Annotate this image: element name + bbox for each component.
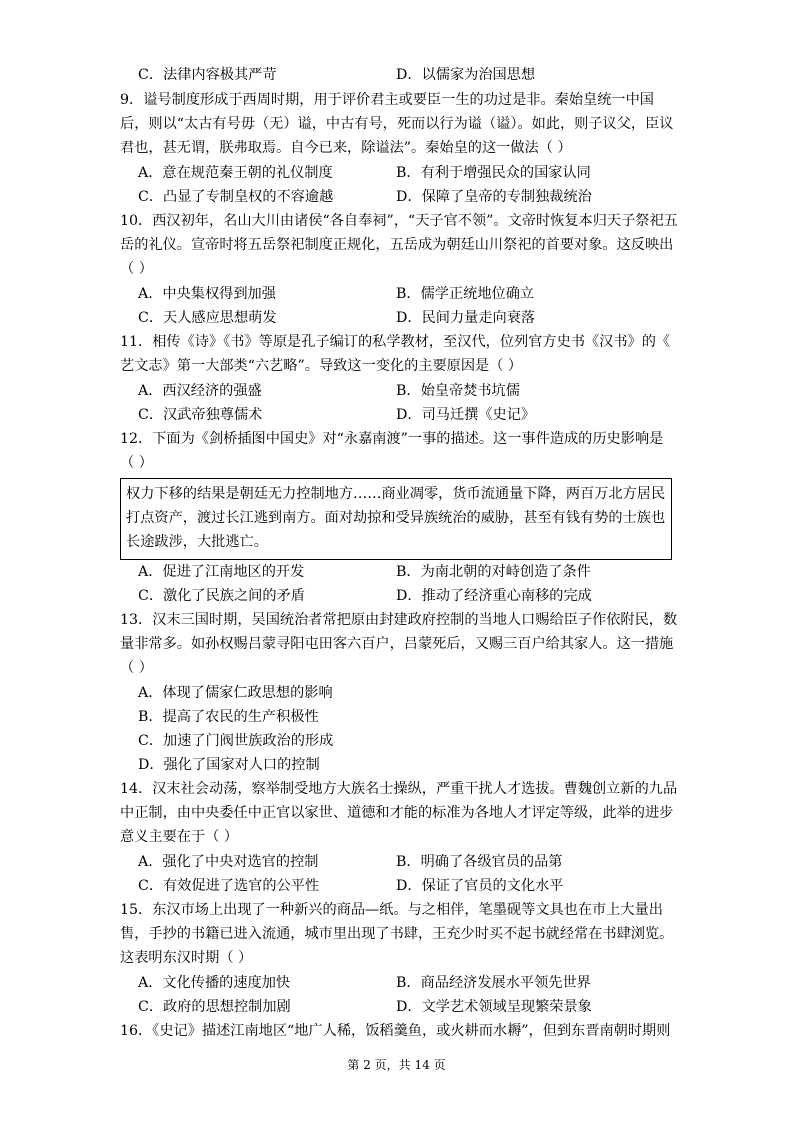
q12-option-a: A．促进了江南地区的开发 — [138, 564, 305, 580]
q10-option-c: C．天人感应思想萌发 — [138, 310, 277, 326]
q8-option-d: D．以儒家为治国思想 — [396, 67, 536, 83]
q13-stem-line-2: 量非常多。如孙权赐吕蒙寻阳屯田客六百户，吕蒙死后，又赐三百户给其家人。这一措施 — [120, 636, 674, 652]
q9-option-b: B．有利于增强民众的国家认同 — [396, 165, 591, 181]
q15-option-b: B．商品经济发展水平领先世界 — [396, 975, 591, 991]
q10-stem-line-1: 10．西汉初年，名山大川由诸侯“各自奉祠”，“天子官不领”。文帝时恢复本归天子祭祀五 — [120, 213, 678, 229]
q14-stem-line-2: 中正制，由中央委任中正官以家世、道德和才能的标准为各地人才评定等级，此举的进步 — [120, 805, 674, 821]
q13-stem-line-1: 13．汉末三国时期，吴国统治者常把原由封建政府控制的当地人口赐给臣子作依附民，数 — [120, 612, 678, 628]
q12-option-c: C．激化了民族之间的矛盾 — [138, 588, 305, 604]
q15-option-c: C．政府的思想控制加剧 — [138, 999, 291, 1015]
q13-option-c: C．加速了门阀世族政治的形成 — [138, 733, 334, 749]
q11-option-b: B．始皇帝焚书坑儒 — [396, 383, 520, 399]
q15-stem-line-2: 售，手抄的书籍已进入流通，城市里出现了书肆，王充少时买不起书就经常在书肆浏览。 — [120, 926, 674, 942]
q9-stem-line-2: 后，则以“太古有号毋（无）谥，中古有号，死而以行为谥（谥）。如此，则子议父，臣议 — [120, 116, 674, 132]
q12-stem-line-2: （ ） — [120, 455, 153, 471]
q9-option-a: A．意在规范秦王朝的礼仪制度 — [138, 165, 333, 181]
q14-stem-line-3: 意义主要在于（ ） — [120, 829, 239, 845]
q14-option-c: C．有效促进了选官的公平性 — [138, 878, 320, 894]
q10-stem-line-3: （ ） — [120, 261, 153, 277]
q12-quote-line-2: 打点资产，渡过长江逃到南方。面对劫掠和受异族统治的威胁，甚至有钱有势的士族也 — [126, 510, 666, 526]
q9-option-c: C．凸显了专制皇权的不容逾越 — [138, 189, 334, 205]
q10-option-b: B．儒学正统地位确立 — [396, 286, 535, 302]
q12-quote-line-1: 权力下移的结果是朝廷无力控制地方……商业凋零，货币流通量下降，两百万北方居民 — [126, 486, 666, 502]
page-number-footer: 第 2 页，共 14 页 — [347, 1058, 446, 1072]
q13-option-b: B．提高了农民的生产积极性 — [138, 709, 319, 725]
q13-option-a: A．体现了儒家仁政思想的影响 — [138, 685, 333, 701]
q10-option-d: D．民间力量走向衰落 — [396, 310, 536, 326]
q12-quote-box — [120, 478, 672, 560]
q12-option-b: B．为南北朝的对峙创造了条件 — [396, 564, 591, 580]
q15-stem-line-3: 这表明东汉时期（ ） — [120, 950, 253, 966]
q14-option-b: B．明确了各级官员的品第 — [396, 854, 563, 870]
q12-stem-line-1: 12．下面为《剑桥插图中国史》对“永嘉南渡”一事的描述。这一事件造成的历史影响是 — [120, 431, 664, 447]
q14-option-d: D．保证了官员的文化水平 — [396, 878, 564, 894]
q11-option-a: A．西汉经济的强盛 — [138, 383, 262, 399]
q14-option-a: A．强化了中央对选官的控制 — [138, 854, 319, 870]
q13-stem-line-3: （ ） — [120, 660, 153, 676]
q9-option-d: D．保障了皇帝的专制独裁统治 — [396, 189, 592, 205]
q14-stem-line-1: 14．汉末社会动荡，察举制受地方大族名士操纵，严重干扰人才选拔。曹魏创立新的九品 — [120, 781, 678, 797]
q15-option-d: D．文学艺术领域呈现繁荣景象 — [396, 999, 592, 1015]
q10-option-a: A．中央集权得到加强 — [138, 286, 276, 302]
q10-stem-line-2: 岳的礼仪。宣帝时将五岳祭祀制度正规化，五岳成为朝廷山川祭祀的首要对象。这反映出 — [120, 237, 674, 253]
q11-stem-line-2: 艺文志》第一大部类“六艺略”。导致这一变化的主要原因是（ ） — [120, 358, 523, 374]
q9-stem-line-3: 君也，甚无谓，朕弗取焉。自今已来，除谥法”。秦始皇的这一做法（ ） — [120, 140, 572, 156]
q13-option-d: D．强化了国家对人口的控制 — [138, 757, 320, 773]
q12-option-d: D．推动了经济重心南移的完成 — [396, 588, 592, 604]
q8-option-c: C．法律内容极其严苛 — [138, 67, 277, 83]
q11-option-d: D．司马迁撰《史记》 — [396, 407, 536, 423]
q9-stem-line-1: 9．谥号制度形成于西周时期，用于评价君主或要臣一生的功过是非。秦始皇统一中国 — [120, 92, 654, 108]
q15-option-a: A．文化传播的速度加快 — [138, 975, 291, 991]
q15-stem-line-1: 15．东汉市场上出现了一种新兴的商品—纸。与之相伴，笔墨砚等文具也在市上大量出 — [120, 902, 663, 918]
q11-stem-line-1: 11．相传《诗》《书》等原是孔子编订的私学教材，至汉代，位列官方史书《汉书》的《 — [120, 334, 671, 350]
q11-option-c: C．汉武帝独尊儒术 — [138, 407, 263, 423]
q16-stem-line-1: 16．《史记》描述江南地区“地广人稀，饭稻羹鱼，或火耕而水耨”，但到东晋南朝时期则 — [120, 1023, 671, 1039]
q12-quote-line-3: 长途跋涉，大批逃亡。 — [126, 534, 268, 550]
